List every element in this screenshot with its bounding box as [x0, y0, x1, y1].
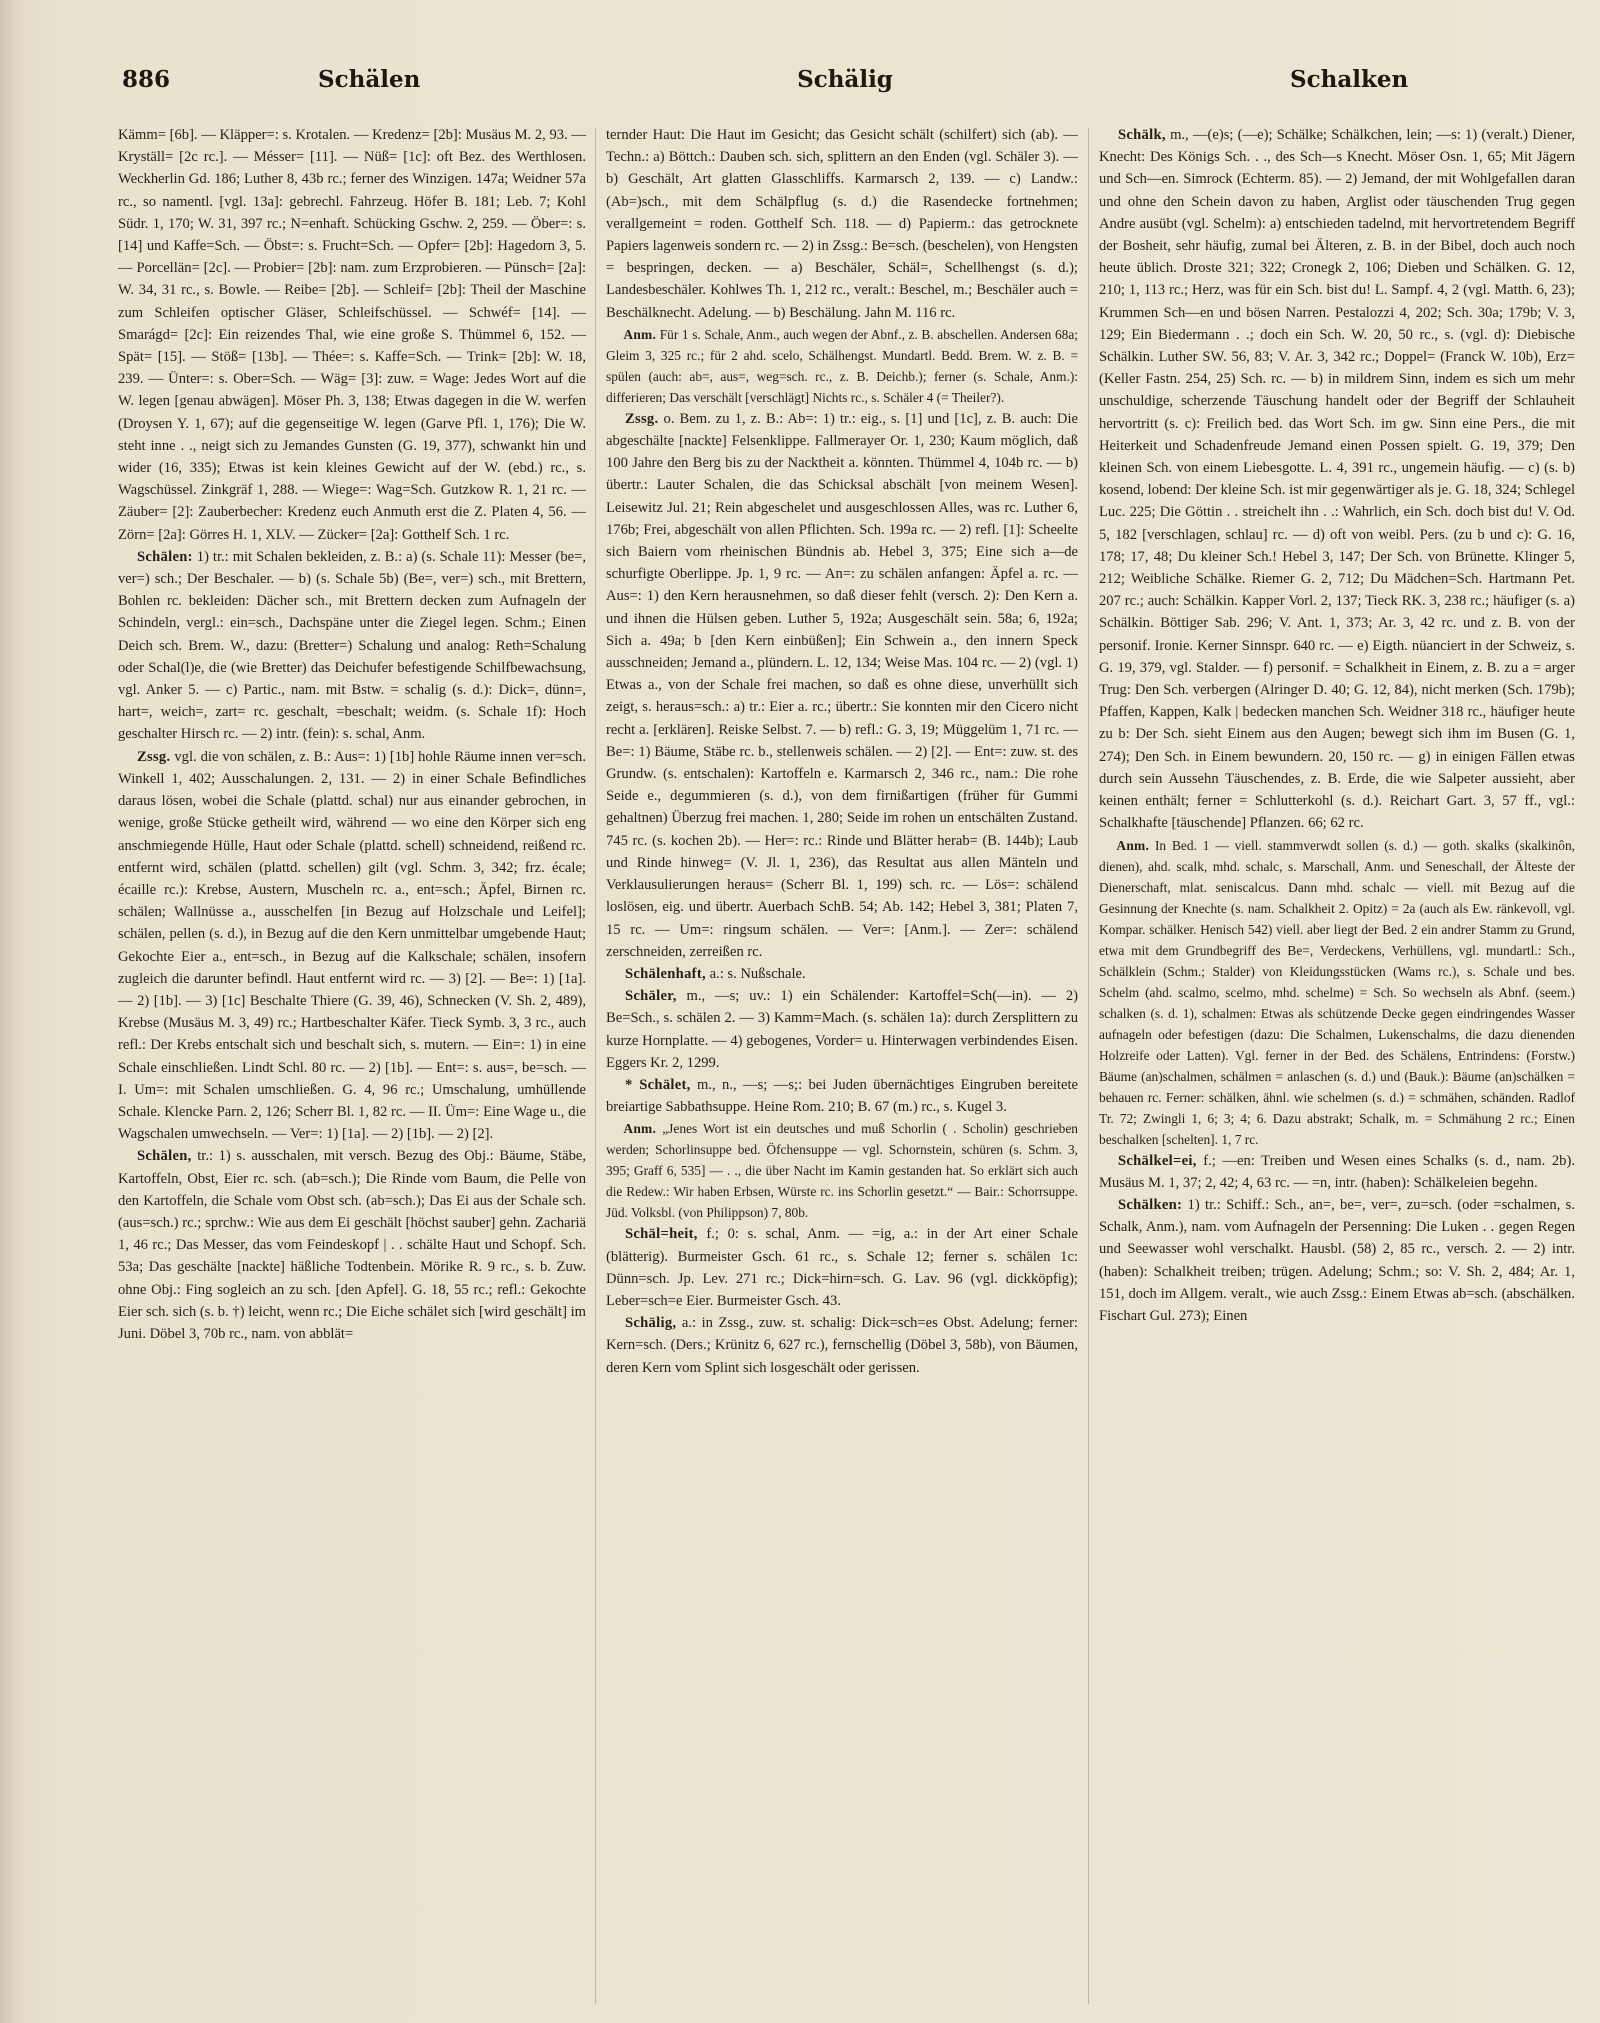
entry-headword: Schälenhaft,	[624, 965, 706, 982]
annotation-paragraph	[606, 324, 1078, 408]
entry-headword: Schälk,	[1117, 127, 1166, 143]
annotation-label: Anm.	[1116, 837, 1150, 853]
column-divider	[1088, 128, 1089, 2004]
entry-paragraph	[1099, 1150, 1575, 1194]
entry-headword: Schälkel=ei,	[1117, 1152, 1197, 1169]
annotation-label: Anm.	[623, 326, 657, 342]
running-head-center: Schälig	[797, 66, 893, 93]
continued-entry-paragraph	[118, 124, 586, 546]
entry-headword: * Schälet,	[624, 1076, 691, 1093]
page-number: 886	[122, 66, 171, 93]
entry-paragraph	[606, 408, 1078, 963]
entry-text: o. Bem. zu 1, z. B.: Ab=: 1) tr.: eig., s. [1] und [1c], z. B. auch: Die abgeschälte [nackte] Felsenklippe. Fallmerayer Or. 1, 230; Kaum möglich, daß 100 Jahre den Berg bis zu der Nacktheit a. könnten. Thümmel 4, 104b rc. — b) übertr.: Lauter Schalen, die das Schicksal abschält [von meinem Wesen]. Leisewitz Jul. 21; Rein abgeschelet und ausgeschlossen Alles, was rc. Luther 6, 176b; Frei, abgeschält von allen Pflichten. Sch. 199a rc. — 2) refl. [1]: Scheelte sich Baiern vom rheinischen Bündnis ab. Hebel 3, 375; Eine sich a—de schurfigte Oberlippe. Jp. 1, 9 rc. — An=: zu schälen anfangen: Äpfel a. rc. — Aus=: 1) den Kern herausnehmen, so daß dieser fehlt (versch. 2): Den Kern a. und ihnen die Hülsen geben. Luther 5, 192a; Ausgeschält sein. 58a; 6, 192a; Sich a. 49a; b [den Kern einbüßen]; Ein Schwein a., den innern Speck ausschneiden; Jemand a., plündern. L. 12, 134; Weise Mas. 104 rc. — 2) (vgl. 1) Etwas a., von der Schale frei machen, so daß es ohne diese, unverhüllt sich zeigt, s. heraus=sch.: a) tr.: Eier a. rc.; übertr.: Sie konnten mir den Cicero nicht recht a. [erklären]. Reiske Selbst. 7. — b) refl.: G. 3, 19; Müggelüm 1, 71 rc. — Be=: 1) Bäume, Stäbe rc. b., stellenweis schälen. — 2) [2]. — Ent=: zuw. st. des Grundw. (s. entschalen): Kartoffeln e. Karmarsch 2, 346 rc., nam.: Die rohe Seide e., degummieren (s. d.), von dem firnißartigen (früher für Gummi gehaltnen) Überzug frei machen. 1, 280; Seide im rohen un entschälten Zustand. 745 rc. (s. kochen 2b). — Her=: rc.: Rinde und Blätter herab= (B. 144b); Laub und Rinde hinweg= (V. Jl. 1, 236), das Resultat aus allen Mänteln und Verklausulierungen heraus= (Scherr Bl. 1, 199) sch. rc. — Lös=: schälend loslösen, eig. und übertr. Auerbach SchB. 54; Ab. 142; Hebel 3, 381; Platen 7, 15 rc. — Um=: ringsum schälen. — Ver=: [Anm.]. — Zer=: schälend zerschneiden, zerreißen rc.	[606, 410, 1078, 960]
running-head-left: Schälen	[318, 66, 421, 93]
entry-text: ternder Haut: Die Haut im Gesicht; das Gesicht schält (schilfert) sich (ab). — Techn.: a) Böttch.: Dauben sch. sich, splittern an den Enden (vgl. Schäler 3). — b) Geschält, Art glatten Glasschliffs. Karmarsch 2, 139. — c) Landw.: (Ab=)sch., mit dem Schälpflug (s. d.) die Rasendecke fortnehmen; verallgemeint = roden. Gotthelf Sch. 118. — d) Papierm.: das getrocknete Papiers lagenweis sondern rc. — 2) in Zssg.: Be=sch. (beschelen), von Hengsten = bespringen, decken. — a) Beschäler, Schäl=, Schellhengst (s. d.); Landesbeschäler. Kohlwes Th. 1, 212 rc., veralt.: Beschel, m.; Beschäler auch = Beschälknecht. Adelung. — b) Beschälung. Jahn M. 116 rc.	[606, 127, 1078, 321]
entry-headword: Schäler,	[624, 988, 677, 1005]
entry-text: f.; —en: Treiben und Wesen eines Schalks (s. d., nam. 2b). Musäus M. 1, 37; 2, 42; 4, 63 rc. — =n, intr. (haben): Schälkeleien begehn.	[1099, 1152, 1575, 1191]
entry-text: m., —s; uv.: 1) ein Schälender: Kartoffel=Sch(—in). — 2) Be=Sch., s. schälen 2. — 3) Kamm=Mach. (s. schälen 1a): durch Zersplittern zu kurze Hornplatte. — 4) gebogenes, Vorder= u. Hinterwagen verbindendes Eisen. Eggers Kr. 2, 1299.	[606, 988, 1078, 1071]
entry-text: In Bed. 1 — viell. stammverwdt sollen (s. d.) — goth. skalks (skalkinôn, dienen), ahd. scalk, mhd. schalc, s. Marschall, Anm. und Seneschall, der Älteste der Dienerschaft, mlat. seniscalcus. Dann mhd. schalc — viell. mit Bezug auf die Gesinnung der Knechte (s. nam. Schalkheit 2. Opitz) = 2a (auch als Ew. ränkevoll, vgl. Kompar. schälker. Henisch 542) viell. aber liegt der Bed. 2 ein andrer Stamm zu Grund, etwa mit dem Grundbegriff des Be=, Verdeckens, Verhüllens, vgl. mundartl.: Sch., Schälklein (Schm.; Stalder) von Kleidungsstücken (Wams rc.), s. Schale und bes. Schelm (ahd. scalmo, scelmo, mhd. schelme) = Sch. So wechseln als Abnf. (seem.) schalken (s. d. 1), schalmen: Etwas als schützende Decke gegen eindringendes Wasser aufnageln oder befestigen (dazu: Die Schalmen, Lukenschalms, die dazu dienenden Holzreife oder Latten). Vgl. ferner in der Bed. des Schälens, Entrindens: (Forstw.) Bäume (an)schalmen, schälmen = anlaschen (s. d.) und (Bauk.): Bäume (an)schälken = behauen rc. Ferner: schälken, ähnl. wie schelmen (s. d.) = schmähen, schänden. Radlof Tr. 72; Zwingli 1, 6; 3; 4; 6. Dazu abstrakt; Schalk, m. = Schmähung 2 rc.; Einen beschalken [schelten]. 1, 7 rc.	[1099, 837, 1575, 1147]
annotation-paragraph	[1099, 835, 1575, 1150]
entry-paragraph	[606, 1312, 1078, 1379]
entry-text: a.: s. Nußschale.	[705, 965, 806, 982]
entry-paragraph	[606, 985, 1078, 1074]
text-column-left	[118, 124, 586, 2008]
entry-headword: Zssg.	[136, 748, 171, 765]
annotation-label: Anm.	[623, 1121, 657, 1137]
text-column-right	[1099, 124, 1575, 2008]
entry-paragraph	[118, 746, 586, 1146]
entry-paragraph	[1099, 1194, 1575, 1327]
entry-paragraph	[606, 1223, 1078, 1312]
entry-text: m., —(e)s; (—e); Schälke; Schälkchen, lein; —s: 1) (veralt.) Diener, Knecht: Des Königs Sch. . ., des Sch—s Knecht. Möser Osn. 1, 65; Mit Jägern und Sch—en. Simrock (Echterm. 85). — 2) Jemand, der mit Wohlgefallen daran und ohne den Schein davon zu haben, Arglist oder täuschenden Trug gegen Andre ausübt (vgl. Schelm): a) entschieden tadelnd, mit hervortretendem Begriff der Bosheit, sehr häufig, zumal bei Älteren, z. B. in der Bibel, doch auch noch heute üblich. Droste 321; 322; Cronegk 2, 106; Dieben und Schälken. G. 12, 210; 1, 113 rc.; Herz, was für ein Sch. bist du! L. Sampf. 4, 2 (vgl. Matth. 6, 23); Krummen Sch—en und bösen Narren. Pestalozzi 4, 202; Sch. 30a; 179b; V. 3, 129; Ein Biedermann . .; doch ein Sch. W. 20, 50 rc., s. (vgl. d): Diebische Schälkin. Luther SW. 56, 83; V. Ar. 3, 342 rc.; Doppel= (Franck W. 10b), Erz= (Keller Fastn. 254, 25) Sch. rc. — b) in mildrem Sinn, indem es sich um mehr unschuldige, scherzende Täuschung handelt oder der Begriff der Schlauheit hervortritt (s. c): Freilich bed. das Wort Sch. im gw. Sinn eine Pers., die mit Heiterkeit und Schadenfreude Jemand einen Possen spielt. G. 19, 379; Den kleinen Sch. von einem Liebesgotte. L. 4, 391 rc., ungemein häufig. — c) (s. b) kosend, lobend: Der kleine Sch. ist mir gegenwärtiger als je. G. 18, 324; Schlegel Luc. 225; Die Göttin . . streichelt ihn . .: Wahrlich, ein Sch. doch bist du! V. Od. 5, 182 [verschlagen, schlau] rc. — d) oft von weibl. Pers. (zu b und c): G. 16, 178; 17, 48; Du kleiner Sch.! Hebel 3, 147; Der Sch. von Brünette. Klinger 5, 212; Weibliche Schälke. Riemer G. 2, 712; Du Mädchen=Sch. Hartmann Pet. 207 rc.; auch: Schälkin. Kapper Vorl. 2, 137; Tieck RK. 3, 238 rc.; häufiger (s. a) Schälkin. Böttiger Sab. 296; V. Ant. 1, 373; Ar. 3, 42 rc. und z. B. von der personif. Ironie. Kerner Sinnspr. 640 rc. — e) Eigth. nüanciert in der Schweiz, s. G. 19, 379, vgl. Stalder. — f) personif. = Schalkheit in Einem, z. B. zu a = arger Trug: Den Sch. verbergen (Alringer D. 40; G. 12, 84), nicht merken (Sch. 179b); Pfaffen, Kappen, Kalk | bedecken manchen Sch. Weidner 318 rc., häufiger heute zu b: Der Sch. sieht Einem aus den Augen; bewegt sich ihm im Busen (G. 1, 274); Den Sch. in Einem bewundern. 20, 150 rc. — g) in einigen Fällen etwas durch sein Aussehn Täuschendes, z. B. Erde, die wie Salpeter aussieht, aber keinen enthält; ferner = Schlutterkohl (s. d.). Reichart Gart. 3, 57 ff., vgl.: Schalkhafte [täuschende] Pflanzen. 66; 62 rc.	[1099, 127, 1575, 832]
entry-text: 1) tr.: mit Schalen bekleiden, z. B.: a) (s. Schale 11): Messer (be=, ver=) sch.; Der Beschaler. — b) (s. Schale 5b) (Be=, ver=) sch., mit Brettern, Bohlen rc. bekleiden: Dächer sch., mit Brettern decken zum Aufnageln der Schindeln, vergl.: ein=sch., Dachspäne unter die Ziegel legen. Schm.; Einen Deich sch. Brem. W., dazu: (Bretter=) Schalung und analog: Reth=Schalung oder Schal(l)e, die (wie Bretter) das Deichufer befestigende Schilfbewachsung, vgl. Anker 5. — c) Partic., nam. mit Bstw. = schalig (s. d.): Dick=, dünn=, hart=, weich=, zart= rc. geschalt, =beschalt; weidm. (s. Schale 1f): Hoch geschalter Hirsch rc. — 2) intr. (fein): s. schal, Anm.	[118, 548, 586, 743]
entry-headword: Schälken:	[1117, 1196, 1183, 1213]
entry-headword: Schälen,	[136, 1148, 192, 1165]
entry-headword: Schälen:	[136, 548, 193, 565]
entry-paragraph	[118, 546, 586, 746]
entry-text: Kämm= [6b]. — Kläpper=: s. Krotalen. — Kredenz= [2b]: Musäus M. 2, 93. — Kryställ= [2c rc.]. — Mésser= [11]. — Nüß= [1c]: oft Bez. des Werthlosen. Weckherlin Gd. 186; Luther 8, 43b rc.; ferner des Winzigen. 147a; Weidner 57a rc., so namentl. [vgl. 13a]: gebrechl. Fahrzeug. Höfer B. 181; Leb. 7; Kohl Südr. 1, 170; W. 31, 397 rc.; N=enhaft. Schücking Gschw. 2, 259. — Öber=: s. [14] und Kaffe=Sch. — Öbst=: s. Frucht=Sch. — Opfer= [2b]: Hagedorn 3, 5. — Porcellän= [2c]. — Probier= [2b]: nam. zum Erzprobieren. — Pünsch= [2a]: W. 34, 31 rc., s. Bowle. — Reibe= [2b]. — Schleif= [2b]: Theil der Maschine zum Schleifen optischer Gläser, Schleifschüssel. — Schwéf= [14]. — Smarágd= [2c]: Ein reizendes Thal, wie eine große S. Thümmel 6, 152. — Spät= [15]. — Stöß= [13b]. — Thée=: s. Kaffe=Sch. — Trink= [2b]: W. 18, 239. — Ünter=: s. Ober=Sch. — Wäg= [3]: zuw. = Wage: Jedes Wort auf die W. legen [genau abwägen]. Möser Ph. 3, 138; Etwas dagegen in die W. werfen (Droysen Y. 1, 67); auf die gegenseitige W. legen (Garve Pfl. 1, 176); Die W. steht inne . ., neigt sich zu Jemandes Gunsten (G. 19, 377), schwankt hin und wider (16, 335); Etwas ist kein kleines Gewicht auf der W. (ebd.) rc., s. Wagschüssel. Zinkgräf 1, 288. — Wiege=: Wag=Sch. Gutzkow R. 1, 21 rc. — Zäuber= [2]: Zauberbecher: Kredenz euch Anmuth erst die Z. Platen 4, 56. — Zörn= [2a]: Görres H. 1, XLV. — Zücker= [2a]: Gotthelf Sch. 1 rc.	[118, 127, 586, 543]
entry-headword: Schäl=heit,	[624, 1226, 698, 1243]
entry-text: a.: in Zssg., zuw. st. schalig: Dick=sch=es Obst. Adelung; ferner: Kern=sch. (Ders.; Krünitz 6, 627 rc.), fernschellig (Döbel 3, 58b), von Bäumen, deren Kern vom Splint sich losgeschält oder gerissen.	[606, 1315, 1078, 1376]
entry-text: tr.: 1) s. ausschalen, mit versch. Bezug des Obj.: Bäume, Stäbe, Kartoffeln, Obst, Eier rc. sch. (ab=sch.); Die Rinde vom Baum, die Pelle von den Kartoffeln, die Schale vom Obst sch. (ab=sch.); Das Ei aus der Schale sch. (aus=sch.) rc.; sprchw.: Wie aus dem Ei geschält [höchst sauber] gehn. Zachariä 1, 46 rc.; Das Messer, das vom Feindeskopf | . . schälte Haut und Schopf. Sch. 53a; Das geschälte [nackte] häßliche Todtenbein. Mörike R. 9 rc., s. b. Zuw. ohne Obj.: Fing sogleich an zu sch. [den Apfel]. G. 18, 55 rc.; refl.: Gekochte Eier sch. sich (s. b. †) leicht, wenn rc.; Die Eiche schälet sich [wird geschält] im Juni. Döbel 3, 70b rc., nam. von abblät=	[118, 1148, 586, 1342]
entry-paragraph	[606, 963, 1078, 985]
entry-headword: Zssg.	[624, 410, 659, 427]
entry-text: Für 1 s. Schale, Anm., auch wegen der Abnf., z. B. abschellen. Andersen 68a; Gleim 3, 325 rc.; für 2 ahd. scelo, Schälhengst. Mundartl. Bedd. Brem. W. z. B. = spülen (auch: ab=, aus=, weg=sch. rc., z. B. Deichb.); ferner (s. Schale, Anm.): differieren; Das verschält [verschlägt] Nichts rc., s. Schäler 4 (= Theiler?).	[606, 326, 1078, 405]
entry-text: vgl. die von schälen, z. B.: Aus=: 1) [1b] hohle Räume innen ver=sch. Winkell 1, 402; Ausschalungen. 2, 131. — 2) in einer Schale Befindliches daraus lösen, wobei die Schale (plattd. schal) nur aus einander gebrochen, in wenige, große Stücke getheilt wird, während — wo eine den Körper sich eng anschmiegende Hülle, Haut oder Schale (plattd. schell) schneidend, reißend rc. entfernt wird, schälen (plattd. schellen) gilt (vgl. Schm. 3, 342; frz. écale; écaille rc.): Krebse, Austern, Muscheln rc. a., ent=sch.; Äpfel, Birnen rc. schälen; Wallnüsse a., ausschelfen [in Bezug auf Holzschale und Leifel]; schälen, pellen (s. d.), in Bezug auf die den Kern unmittelbar umgebende Haut; Gekochte Eier a., ent=sch., in Bezug auf die Kalkschale; schälen, insofern zugleich die darunter befindl. Haut entfernt wird rc. — 3) [2]. — Be=: 1) [1a]. — 2) [1b]. — 3) [1c] Beschalte Thiere (G. 39, 46), Schnecken (V. Sh. 2, 489), Krebse (Musäus M. 3, 49) rc.; Hartbeschalter Käfer. Tieck Symb. 3, 3 rc., auch refl.: Der Krebs entschalt sich und beschalt sich, s. mutern. — Ein=: 1) in eine Schale einschließen. Lindt Schl. 80 rc. — 2) [1b]. — Ent=: s. aus=, be=sch. — I. Um=: mit Schalen umschließen. G. 4, 96 rc.; Umschalung, umhüllende Schale. Klencke Parn. 2, 126; Scherr Bl. 1, 82 rc. — II. Üm=: Eine Wage u., die Wagschalen umwechseln. — Ver=: 1) [1a]. — 2) [1b]. — 2) [2].	[118, 748, 586, 1143]
entry-paragraph	[1099, 124, 1575, 835]
entry-text: m., n., —s; —s;: bei Juden übernächtiges Eingruben bereitete breiartige Sabbathsuppe. Heine Rom. 210; B. 67 (m.) rc., s. Kugel 3.	[606, 1076, 1078, 1116]
entry-text: 1) tr.: Schiff.: Sch., an=, be=, ver=, zu=sch. (oder =schalmen, s. Schalk, Anm.), nam. vom Aufnageln der Persenning: Die Luken . . gegen Regen und Seewasser wohl verschalkt. Hausbl. (58) 2, 85 rc., versch. 2. — 2) intr. (haben): Schalkheit treiben; trügen. Adelung; Schm.; so: V. Sh. 2, 484; Ar. 1, 151, doch im Allgem. veralt., wie auch Zssg.: Einem Etwas ab=sch. (abschälken. Fischart Gul. 273); Einen	[1099, 1196, 1575, 1324]
entry-paragraph	[118, 1145, 586, 1345]
text-column-middle	[606, 124, 1078, 2008]
entry-text: f.; 0: s. schal, Anm. — =ig, a.: in der Art einer Schale (blätterig). Burmeister Gsch. 61 rc., s. Schale 12; ferner s. schälen 1c: Dünn=sch. Jp. Lev. 271 rc.; Dick=hirn=sch. G. Lav. 96 (vgl. dickköpfig); Leber=sch=e Eier. Burmeister Gsch. 43.	[606, 1226, 1078, 1309]
running-head-right: Schalken	[1290, 66, 1409, 93]
column-divider	[595, 128, 596, 2004]
entry-headword: Schälig,	[624, 1315, 677, 1332]
annotation-paragraph	[606, 1118, 1078, 1223]
entry-paragraph	[606, 1074, 1078, 1118]
entry-text: „Jenes Wort ist ein deutsches und muß Schorlin ( . Scholin) geschrieben werden; Schorlinsuppe bed. Öfchensuppe — vgl. Schornstein, schüren (s. Schm. 3, 395; Graff 6, 535] — . ., die über Nacht im Kamin gestanden hat. So erklärt sich auch die Redew.: Wir haben Erbsen, Würste rc. ins Schorlin gesetzt.“ — Bair.: Schorrsuppe. Jüd. Volksbl. (von Philippson) 7, 80b.	[606, 1121, 1078, 1221]
continued-entry-paragraph	[606, 124, 1078, 324]
